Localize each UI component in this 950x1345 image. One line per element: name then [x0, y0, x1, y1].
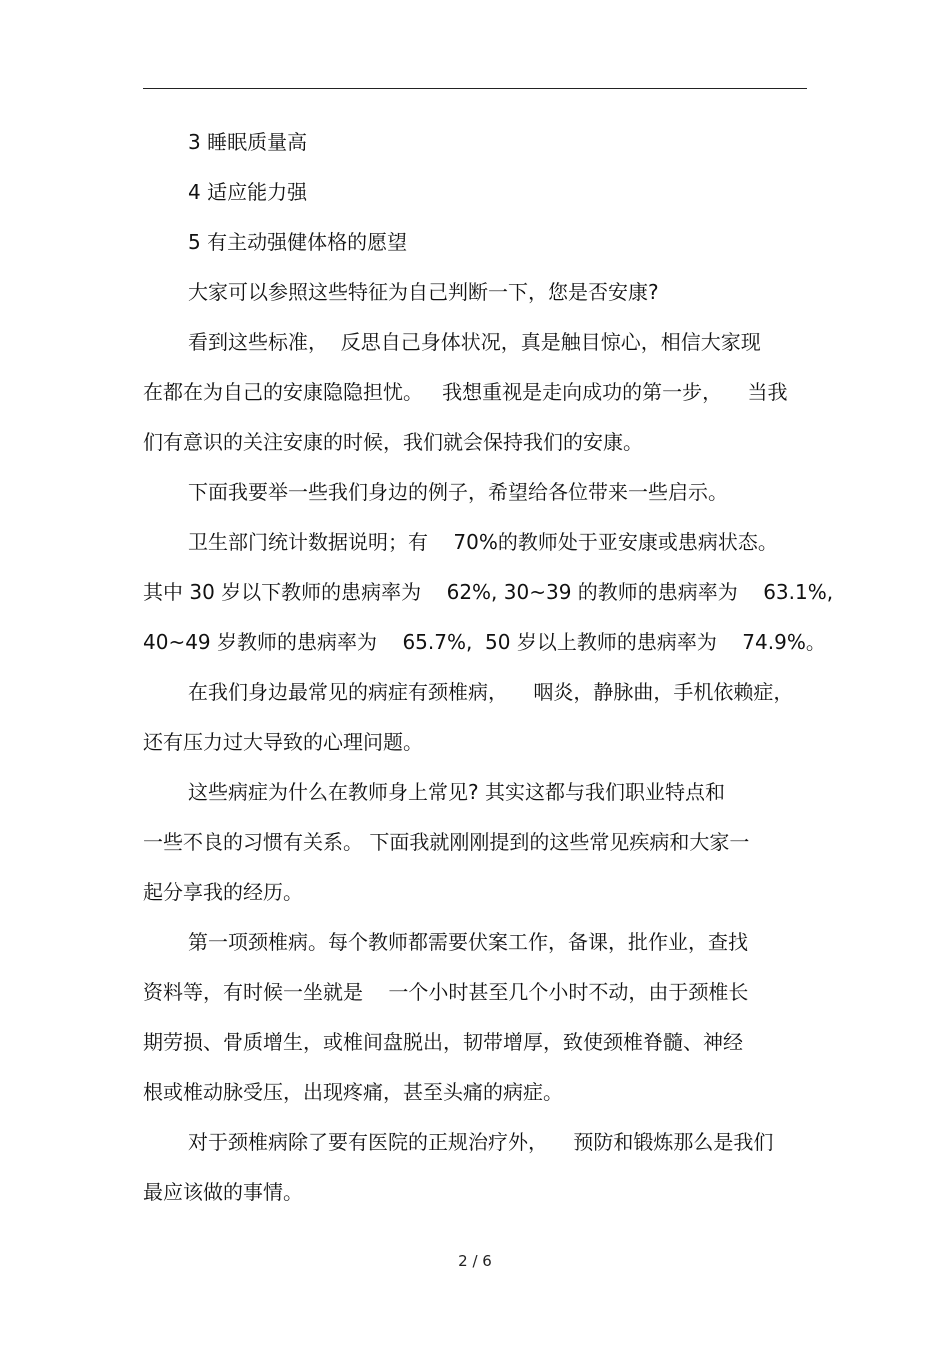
text-line: 在我们身边最常见的病症有颈椎病， 咽炎，静脉曲，手机依赖症， — [188, 680, 794, 704]
text-line: 40~49 岁教师的患病率为 65.7%, 50 岁以上教师的患病率为 74.9%。 — [143, 630, 826, 654]
text-line: 对于颈椎病除了要有医院的正规治疗外， 预防和锻炼那么是我们 — [188, 1130, 774, 1154]
text-line: 下面我要举一些我们身边的例子，希望给各位带来一些启示。 — [188, 480, 728, 504]
text-line: 一些不良的习惯有关系。 下面我就刚刚提到的这些常见疾病和大家一 — [143, 830, 750, 854]
text-line: 期劳损、骨质增生，或椎间盘脱出，韧带增厚，致使颈椎脊髓、神经 — [143, 1030, 743, 1054]
text-line: 资料等，有时候一坐就是 一个小时甚至几个小时不动，由于颈椎长 — [143, 980, 749, 1004]
text-line: 卫生部门统计数据说明；有 70%的教师处于亚安康或患病状态。 — [188, 530, 778, 554]
text-line: 第一项颈椎病。每个教师都需要伏案工作，备课，批作业，查找 — [188, 930, 748, 954]
text-line: 看到这些标准， 反思自己身体状况，真是触目惊心，相信大家现 — [188, 330, 761, 354]
text-line: 这些病症为什么在教师身上常见? 其实这都与我们职业特点和 — [188, 780, 725, 804]
text-line: 在都在为自己的安康隐隐担忧。 我想重视是走向成功的第一步， 当我 — [143, 380, 788, 404]
text-line: 最应该做的事情。 — [143, 1180, 303, 1204]
text-line: 大家可以参照这些特征为自己判断一下，您是否安康? — [188, 280, 659, 304]
text-line: 起分享我的经历。 — [143, 880, 303, 904]
text-line: 4 适应能力强 — [188, 180, 308, 204]
header-rule — [143, 88, 807, 89]
text-line: 3 睡眠质量高 — [188, 130, 308, 154]
text-line: 5 有主动强健体格的愿望 — [188, 230, 408, 254]
text-line: 们有意识的关注安康的时候，我们就会保持我们的安康。 — [143, 430, 643, 454]
text-line: 其中 30 岁以下教师的患病率为 62%, 30~39 的教师的患病率为 63.1%, — [143, 580, 834, 604]
page-number: 2 / 6 — [458, 1252, 492, 1270]
text-line: 根或椎动脉受压，出现疼痛，甚至头痛的病症。 — [143, 1080, 563, 1104]
text-line: 还有压力过大导致的心理问题。 — [143, 730, 423, 754]
